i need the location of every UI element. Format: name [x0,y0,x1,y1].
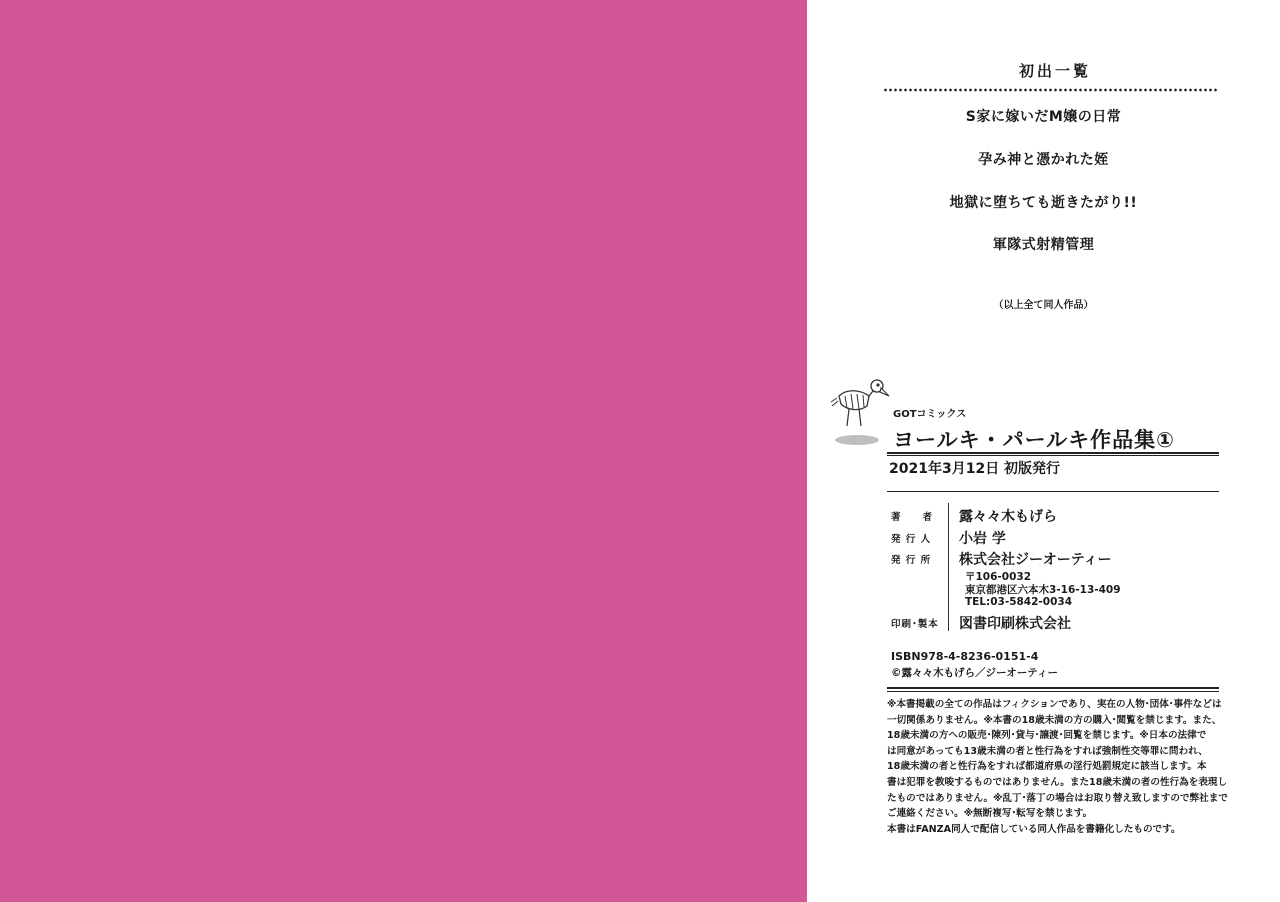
disclaimer-line: ※本書掲載の全ての作品はフィクションであり、実在の人物･団体･事件などは [887,699,1222,710]
disclaimer-line: 18歳未満の方への販売･陳列･貸与･譲渡･回覧を禁じます。※日本の法律で [887,730,1207,742]
publisher-person-label: 発 行 人 [891,534,932,545]
disclaimer-line: ご連絡ください。※無断複写･転写を禁じます。 [887,808,1093,820]
series-label: GOTコミックス [893,409,967,420]
first-appearance-title: 初出一覧 [1019,62,1092,80]
work-title: 軍隊式射精管理 [992,237,1095,253]
postal-code: 〒106-0032 [965,571,1031,583]
work-title: S家に嫁いだM嬢の日常 [965,109,1122,125]
disclaimer-rule-thin [887,691,1219,692]
author-label: 著 者 [891,512,934,523]
date-rule [887,491,1219,492]
disclaimer-line: たものではありません。※乱丁･落丁の場合はお取り替え致しますので弊社まで [887,792,1228,804]
legal-disclaimer [887,697,1228,837]
disclaimer-rule [887,687,1219,689]
disclaimer-line: 本書はFANZA同人で配信している同人作品を書籍化したものです。 [887,823,1181,835]
title-rule [887,452,1219,454]
publisher-name: 株式会社ジーオーティー [959,552,1112,568]
works-note: （以上全て同人作品） [993,300,1094,311]
publisher-tel: TEL:03-5842-0034 [965,596,1072,608]
book-title: ヨールキ・パールキ作品集① [893,428,1175,452]
printer-label: 印刷･製本 [891,619,939,630]
work-title: 孕み神と憑かれた姪 [978,152,1109,168]
work-title: 地獄に堕ちても逝きたがり!! [949,195,1138,211]
title-rule-thin [887,455,1219,456]
publisher-label: 発 行 所 [891,555,932,566]
disclaimer-line: 書は犯罪を教唆するものではありません。また18歳未満の者の性行為を表現し [887,776,1228,788]
dotted-divider [883,88,1219,92]
publication-date: 2021年3月12日 初版発行 [889,461,1061,477]
printer-name: 図書印刷株式会社 [959,616,1071,632]
disclaimer-line: 一切関係ありません。※本書の18歳未満の方の購入･閲覧を禁じます。また、 [887,714,1222,726]
copyright: ©露々々木もげら／ジーオーティー [891,667,1058,679]
disclaimer-line: は同意があっても13歳未満の者と性行為をすれば強制性交等罪に問われ、 [887,745,1208,757]
credits-divider [948,503,949,631]
isbn: ISBN978-4-8236-0151-4 [891,650,1039,663]
colophon-page [807,0,1280,902]
author-name: 露々々木もげら [959,509,1057,525]
bird-mascot-icon [829,376,891,448]
publisher-person: 小岩 学 [959,531,1006,547]
publisher-address: 東京都港区六本木3-16-13-409 [965,584,1121,596]
disclaimer-line: 18歳未満の者と性行為をすれば都道府県の淫行処罰規定に該当します。本 [887,761,1207,773]
